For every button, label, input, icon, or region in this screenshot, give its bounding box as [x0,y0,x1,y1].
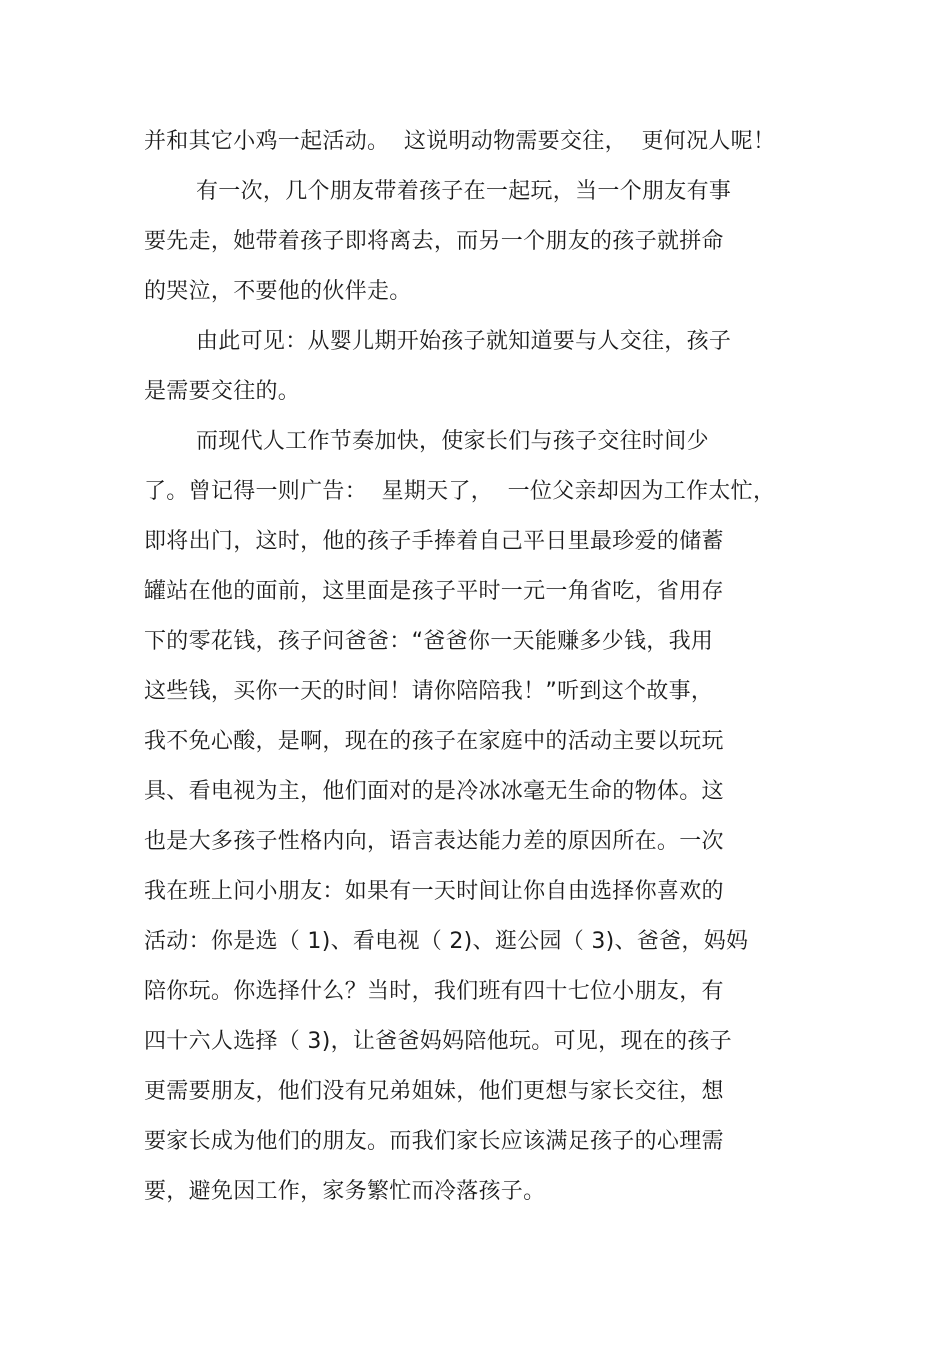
text-line: 这些钱，买你一天的时间！请你陪陪我！”听到这个故事， [144,679,714,704]
text-line: 有一次，几个朋友带着孩子在一起玩，当一个朋友有事 [196,179,732,204]
text-line: 四十六人选择（ 3)，让爸爸妈妈陪他玩。可见，现在的孩子 [144,1029,732,1054]
text-line: 要先走，她带着孩子即将离去，而另一个朋友的孩子就拼命 [144,229,724,254]
text-line: 活动：你是选（ 1)、看电视（ 2)、逛公园（ 3)、爸爸，妈妈 [144,929,749,954]
text-line: 要，避免因工作，家务繁忙而冷落孩子。 [144,1179,546,1204]
text-line: 下的零花钱，孩子问爸爸：“爸爸你一天能赚多少钱，我用 [144,629,714,654]
text-line: 即将出门，这时，他的孩子手捧着自己平日里最珍爱的储蓄 [144,529,724,554]
text-line: 要家长成为他们的朋友。而我们家长应该满足孩子的心理需 [144,1129,724,1154]
text-line: 我在班上问小朋友：如果有一天时间让你自由选择你喜欢的 [144,879,724,904]
text-line: 陪你玩。你选择什么？当时，我们班有四十七位小朋友，有 [144,979,724,1004]
text-line: 更需要朋友，他们没有兄弟姐妹，他们更想与家长交往，想 [144,1079,724,1104]
text-line: 也是大多孩子性格内向，语言表达能力差的原因所在。一次 [144,829,724,854]
text-line: 了。曾记得一则广告： 星期天了， 一位父亲却因为工作太忙， [144,479,776,504]
text-line: 具、看电视为主，他们面对的是冷冰冰毫无生命的物体。这 [144,779,724,804]
text-line: 而现代人工作节奏加快，使家长们与孩子交往时间少 [196,429,709,454]
text-line: 罐站在他的面前，这里面是孩子平时一元一角省吃，省用存 [144,579,724,604]
text-line: 是需要交往的。 [144,379,301,404]
text-line: 的哭泣，不要他的伙伴走。 [144,279,412,304]
text-line: 并和其它小鸡一起活动。 这说明动物需要交往， 更何况人呢！ [144,129,776,154]
text-line: 由此可见：从婴儿期开始孩子就知道要与人交往，孩子 [196,329,732,354]
text-line: 我不免心酸，是啊，现在的孩子在家庭中的活动主要以玩玩 [144,729,724,754]
